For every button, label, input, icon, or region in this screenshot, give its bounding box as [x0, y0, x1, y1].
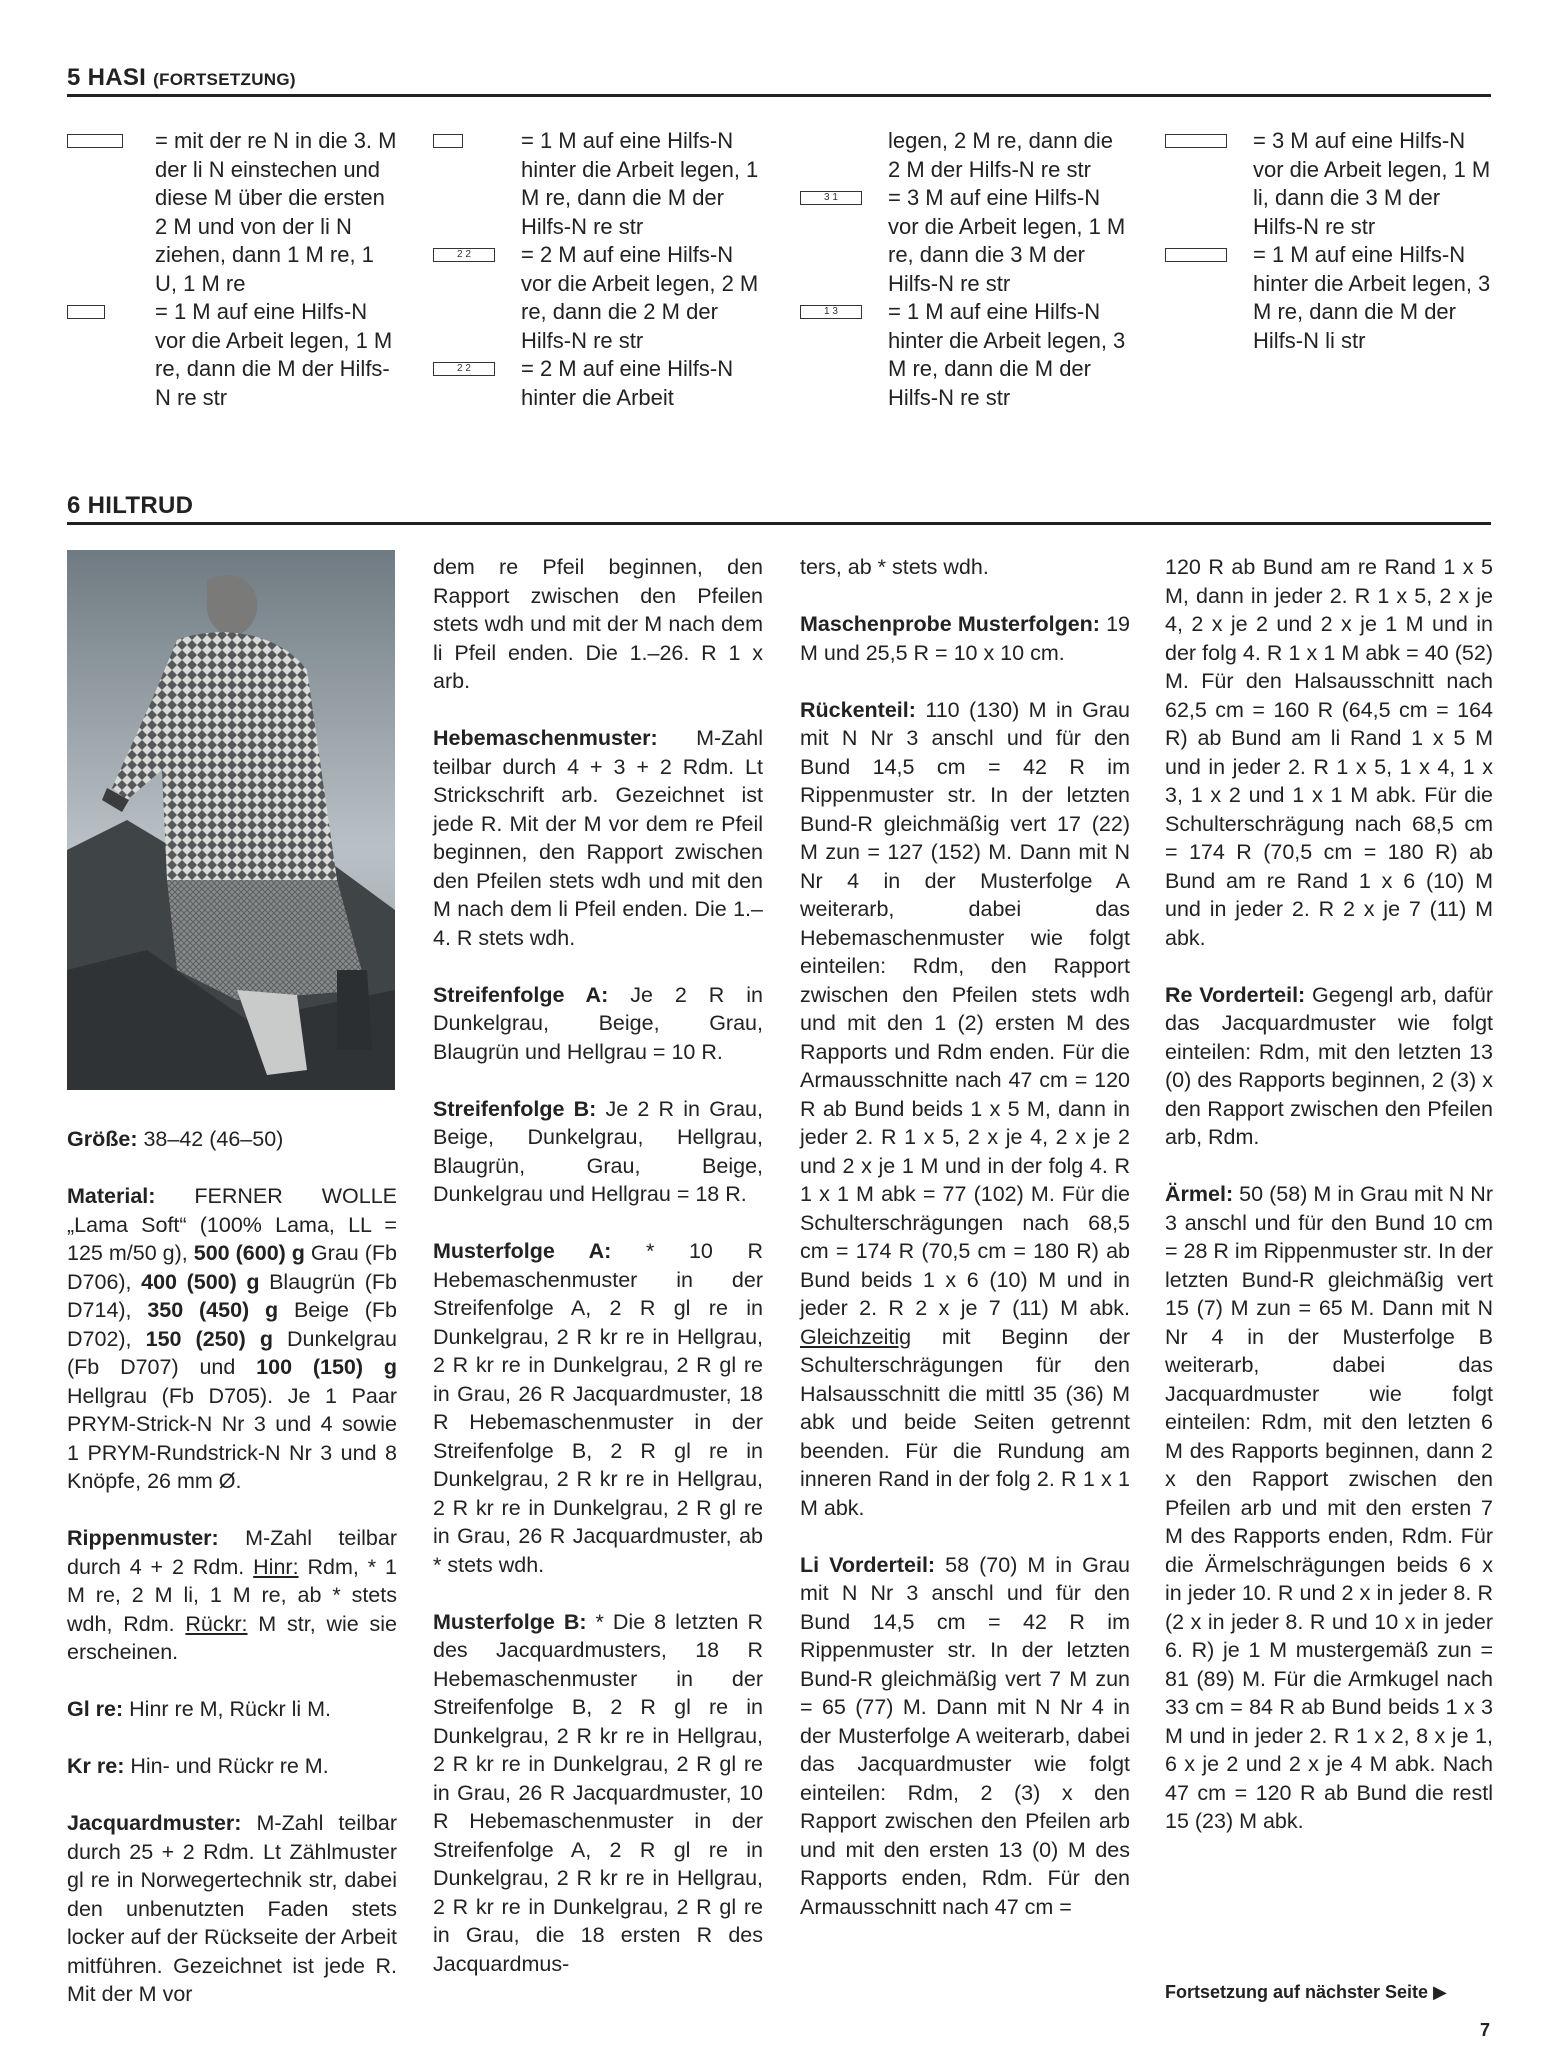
cable-symbol-icon — [67, 305, 105, 319]
symbol-legend-col-2 — [433, 127, 763, 412]
cable-symbol-icon — [1165, 248, 1227, 262]
size-paragraph: Größe: 38–42 (46–50) — [67, 1127, 284, 1151]
symbol-entry: = 3 M auf eine Hilfs-N vor die Arbeit legen, 1 M li, dann die 3 M der Hilfs-N re str — [1165, 127, 1495, 241]
symbol-legend-col-3 — [800, 127, 1130, 412]
model-photo-illustration — [67, 550, 395, 1090]
glre-paragraph: Gl re: Hinr re M, Rückr li M. — [67, 1697, 332, 1721]
li-vorderteil-continued: 120 R ab Bund am re Rand 1 x 5 M, dann in jeder 2. R 1 x 5, 2 x je 4, 2 x je 2 und 2 x je 1 M und in der folg 4. R 1 x 1 M abk = 40 (52) M. Für den Halsausschnitt nach 62,5 cm = 160 R (64,5 cm = 164 R) ab Bund am li Rand 1 x 5 M und in jeder 2. R 1 x 5, 1 x 4, 1 x 3, 1 x 2 und 1 x 1 M abk. Für die Schulterschrägung nach 68,5 cm = 174 R (70,5 cm = 180 R) ab Bund am re Rand 1 x 6 (10) M und in jeder 2. R 2 x je 7 (11) M abk. — [1165, 555, 1493, 950]
symbol-entry: 1 3 = 1 M auf eine Hilfs-N hinter die Arbeit legen, 3 M re, dann die M der Hilfs-N re str — [800, 298, 1130, 412]
text-column-3 — [800, 553, 1130, 1950]
symbol-entry: = 1 M auf eine Hilfs-N hinter die Arbeit legen, 1 M re, dann die M der Hilfs-N re str — [433, 127, 763, 241]
streifen-a-paragraph: Streifenfolge A: Je 2 R in Dunkelgrau, Beige, Grau, Blaugrün und Hellgrau = 10 R. — [433, 982, 763, 1064]
cable-symbol-icon — [67, 134, 123, 148]
continued-next-page-note: Fortsetzung auf nächster Seite ▶ — [1165, 1982, 1447, 2002]
page-number: 7 — [1480, 2020, 1491, 2040]
symbol-entry: = mit der re N in die 3. M der li N einstechen und diese M über die ersten 2 M und von der li N ziehen, dann 1 M re, 1 U, 1 M re — [67, 127, 397, 298]
symbol-legend-col-4 — [1165, 127, 1495, 355]
jacquard-continued: dem re Pfeil beginnen, den Rapport zwischen den Pfeilen stets wdh und mit der M nach dem li Pfeil enden. Die 1.–26. R 1 x arb. — [433, 555, 763, 693]
symbol-entry: 2 2 = 2 M auf eine Hilfs-N hinter die Arbeit — [433, 355, 763, 412]
symbol-entry: 3 1 = 3 M auf eine Hilfs-N vor die Arbeit legen, 1 M re, dann die 3 M der Hilfs-N re str — [800, 184, 1130, 298]
symbol-entry-continued: legen, 2 M re, dann die 2 M der Hilfs-N re str — [888, 128, 1114, 182]
symbol-entry: = 1 M auf eine Hilfs-N hinter die Arbeit legen, 3 M re, dann die M der Hilfs-N li str — [1165, 241, 1495, 355]
section-6-header — [67, 492, 1491, 525]
text-column-2 — [433, 553, 763, 2007]
symbol-legend-col-1 — [67, 127, 397, 412]
cable-symbol-icon — [1165, 134, 1227, 148]
symbol-entry: = 1 M auf eine Hilfs-N vor die Arbeit legen, 1 M re, dann die M der Hilfs-N re str — [67, 298, 397, 412]
maschenprobe-paragraph: Maschenprobe Musterfolgen: 19 M und 25,5 R = 10 x 10 cm. — [800, 612, 1130, 665]
section-5-header — [67, 64, 1491, 97]
text-column-4 — [1165, 553, 1493, 1864]
cable-symbol-icon: 1 3 — [800, 305, 862, 319]
musterfolge-b-continued: ters, ab * stets wdh. — [800, 555, 989, 579]
rueckenteil-paragraph: Rückenteil: 110 (130) M in Grau mit N Nr 3 anschl und für den Bund 14,5 cm = 42 R im Rippenmuster str. In der letzten Bund-R gleichmäßig vert 17 (22) M zun = 127 (152) M. Dann mit N Nr 4 in der Musterfolge A weiterarb, dabei das Hebemaschenmuster wie folgt einteilen: Rdm, den Rapport zwischen den Pfeilen stets wdh und mit den 1 (2) ersten M des Rapports und Rdm enden. Für die Armausschnitte nach 47 cm = 120 R ab Bund beids 1 x 5 M, dann in jeder 2. R 1 x 5, 2 x je 4, 2 x je 2 und 2 x je 1 M und in der folg 4. R 1 x 1 M abk = 77 (102) M. Für die Schulterschrägungen nach 68,5 cm = 174 R (70,5 cm = 180 R) ab Bund beids 1 x 6 (10) M und in jeder 2. R 2 x je 7 (11) M abk. Gleichzeitig mit Beginn der Schulterschrägungen für den Halsausschnitt die mittl 35 (36) M abk und beide Seiten getrennt beenden. Für die Rundung am inneren Rand in der folg 2. R 1 x 1 M abk. — [800, 697, 1130, 1520]
material-paragraph: Material: FERNER WOLLE „Lama Soft“ (100% Lama, LL = 125 m/50 g), 500 (600) g Grau (Fb D706), 400 (500) g Blaugrün (Fb D714), 350 (450) g Beige (Fb D702), 150 (250) g Dunkelgrau (Fb D707) und 100 (150) g Hellgrau (Fb D705). Je 1 Paar PRYM-Strick-N Nr 3 und 4 sowie 1 PRYM-Rundstrick-N Nr 3 und 8 Knöpfe, 26 mm Ø. — [67, 1184, 397, 1493]
streifen-b-paragraph: Streifenfolge B: Je 2 R in Grau, Beige, Dunkelgrau, Hellgrau, Blaugrün, Grau, Beige, Dunkelgrau und Hellgrau = 18 R. — [433, 1096, 763, 1206]
jacquard-paragraph: Jacquardmuster: M-Zahl teilbar durch 25 + 2 Rdm. Lt Zählmuster gl re in Norwegertechnik str, dabei den unbenutzten Faden stets locker auf der Rückseite der Arbeit mitführen. Gezeichnet ist jede R. Mit der M vor — [67, 1811, 397, 2006]
li-vorderteil-paragraph: Li Vorderteil: 58 (70) M in Grau mit N Nr 3 anschl und für den Bund 14,5 cm = 42 R im Rippenmuster str. In der letzten Bund-R gleichmäßig vert 7 M zun = 65 (77) M. Dann mit N Nr 4 in der Musterfolge A weiterarb, dabei das Jacquardmuster wie folgt einteilen: Rdm, 2 (3) x den Rapport zwischen den Pfeilen arb und mit den ersten 13 (0) M des Rapports enden, Rdm. Für den Armausschnitt nach 47 cm = — [800, 1552, 1130, 1919]
section-5-title: 5 HASI — [67, 64, 147, 91]
cable-symbol-icon: 2 2 — [433, 362, 495, 376]
rippen-paragraph: Rippenmuster: M-Zahl teilbar durch 4 + 2 Rdm. Hinr: Rdm, * 1 M re, 2 M li, 1 M re, ab * stets wdh, Rdm. Rückr: M str, wie sie erscheinen. — [67, 1526, 397, 1664]
text-column-1 — [67, 1125, 397, 2037]
cable-symbol-icon — [433, 134, 463, 148]
symbol-entry: 2 2 = 2 M auf eine Hilfs-N vor die Arbeit legen, 2 M re, dann die 2 M der Hilfs-N re str — [433, 241, 763, 355]
cable-symbol-icon: 3 1 — [800, 191, 862, 205]
musterfolge-b-paragraph: Musterfolge B: * Die 8 letzten R des Jacquardmusters, 18 R Hebemaschenmuster in der Streifenfolge B, 2 R gl re in Dunkelgrau, 2 R kr re in Hellgrau, 2 R kr re in Dunkelgrau, 2 R gl re in Grau, 26 R Jacquardmuster, 10 R Hebemaschenmuster in der Streifenfolge A, 2 R gl re in Dunkelgrau, 2 R kr re in Hellgrau, 2 R kr re in Dunkelgrau, 2 R gl re in Grau, die 18 ersten R des Jacquardmus- — [433, 1609, 763, 1976]
re-vorderteil-paragraph: Re Vorderteil: Gegengl arb, dafür das Jacquardmuster wie folgt einteilen: Rdm, mit den letzten 13 (0) des Rapports beginnen, 2 (3) x den Rapport zwischen den Pfeilen arb, Rdm. — [1165, 982, 1493, 1149]
hebe-paragraph: Hebemaschenmuster: M-Zahl teilbar durch 4 + 3 + 2 Rdm. Lt Strickschrift arb. Gezeichnet ist jede R. Mit der M vor dem re Pfeil beginnen, den Rapport zwischen den Pfeilen stets wdh und mit den M nach dem li Pfeil enden. Die 1.–4. R stets wdh. — [433, 726, 763, 950]
aermel-paragraph: Ärmel: 50 (58) M in Grau mit N Nr 3 anschl und für den Bund 10 cm = 28 R im Rippenmuster str. In der letzten Bund-R gleichmäßig vert 15 (7) M zun = 65 M. Dann mit N Nr 4 in der Musterfolge B weiterarb, dabei das Jacquardmuster wie folgt einteilen: Rdm, mit den letzten 6 M des Rapports beginnen, dann 2 x den Rapport zwischen den Pfeilen arb und mit den ersten 7 M des Rapports enden, Rdm. Für die Ärmelschrägungen beids 6 x in jeder 10. R und 2 x in jeder 8. R (2 x in jeder 8. R und 10 x in jeder 6. R) je 1 M mustergemäß zun = 81 (89) M. Für die Armkugel nach 33 cm = 84 R ab Bund beids 1 x 3 M und in jeder 2. R 1 x 2, 8 x je 1, 6 x je 2 und 2 x je 4 M abk. Nach 47 cm = 120 R ab Bund die restl 15 (23) M abk. — [1165, 1182, 1494, 1833]
musterfolge-a-paragraph: Musterfolge A: * 10 R Hebemaschenmuster in der Streifenfolge A, 2 R gl re in Dunkelgrau, 2 R kr re in Hellgrau, 2 R kr re in Dunkelgrau, 2 R gl re in Grau, 26 R Jacquardmuster, 18 R Hebemaschenmuster in der Streifenfolge B, 2 R gl re in Dunkelgrau, 2 R kr re in Hellgrau, 2 R kr re in Dunkelgrau, 2 R gl re in Grau, 26 R Jacquardmuster, ab * stets wdh. — [433, 1239, 763, 1577]
cable-symbol-icon: 2 2 — [433, 248, 495, 262]
section-6-title: 6 HILTRUD — [67, 492, 194, 519]
krre-paragraph: Kr re: Hin- und Rückr re M. — [67, 1754, 329, 1778]
section-5-subtitle: (FORTSETZUNG) — [153, 70, 296, 89]
model-photo — [67, 550, 395, 1090]
